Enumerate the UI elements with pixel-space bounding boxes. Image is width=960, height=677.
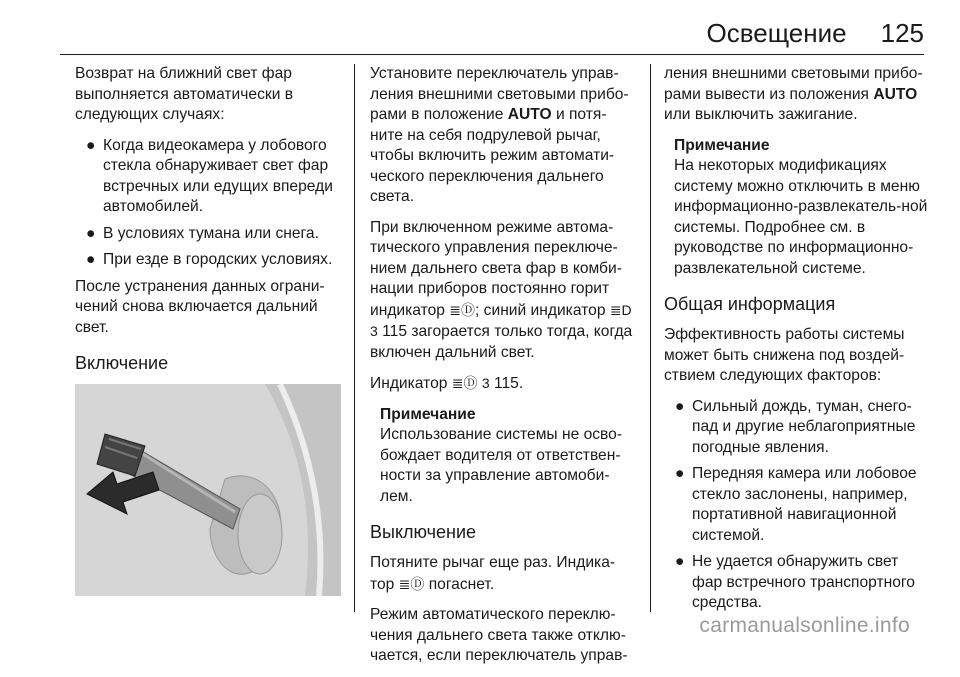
page-title: Освещение [706,18,847,48]
list-item: ● Не удается обнаружить свет фар встречного транспортного средства. [675,553,915,611]
high-beam-assist-icon: ≣Ⓓ [451,375,478,391]
paragraph: Режим автоматического переклю-чения дальнего света также отклю-чается, если переключатель управ- [370,606,628,664]
high-beam-assist-icon: ≣Ⓓ [449,301,476,318]
note [380,405,638,508]
list-item: ● Сильный дождь, туман, снего-пад и другие неблагоприятные погодные явления. [675,397,916,456]
list-item: ● Передняя камера или лобовое стекло заслонены, например, портативной навигационной системой. [675,465,917,544]
auto-label: AUTO [873,85,918,103]
bullet-icon: ● [675,465,685,482]
note [674,136,932,280]
list-item: ● При езде в городских условиях. [75,250,341,271]
header-rule [60,54,924,55]
paragraph: Установите переключатель управ-ления внешними световыми прибо-рами в положение AUTO и потя-ните на себя подрулевой рычаг, чтобы включить режим автомати-ческого переключения дальнего света. [370,65,629,205]
note-text: Использование системы не осво-бождает водителя от ответствен-ности за управление автомоби-лем. [380,426,623,505]
section-heading: Общая информация [664,294,836,314]
paragraph: Эффективность работы системы может быть снижена под воздей-ствием следующих факторов: [664,326,905,384]
note-title: Примечание [380,405,476,423]
auto-label: AUTO [507,106,552,123]
paragraph: ления внешними световыми прибо-рами вывести из положения AUTO или выключить зажигание. [664,65,923,123]
bullet-list [75,136,341,271]
watermark: carmanualsonline.info [699,614,910,637]
bullet-list [664,397,932,614]
column-2 [370,64,638,677]
bullet-icon: ● [675,553,685,570]
column-divider [354,64,355,612]
column-3 [664,64,932,620]
column-divider [650,64,651,612]
note-text: На некоторых модификациях систему можно отключить в меню информационно-развлекатель-ной системы. Подробнее см. в руководстве по информационно-развлекательной системе. [674,157,928,277]
bullet-icon: ● [86,251,96,268]
page-header [60,18,924,54]
page-reference-arrow-icon: 3 [370,323,378,339]
section-heading: Включение [75,353,169,373]
bullet-icon: ● [675,397,685,415]
section-heading: Выключение [370,522,477,542]
bullet-icon: ● [86,224,96,242]
paragraph: При включенном режиме автома-тического управления переключе-нием дальнего света фар в комби-нации приборов постоянно горит индикатор ≣Ⓓ; синий индикатор ≣D 3 115 загорается только тогда, когда включен дальний свет. [370,218,633,361]
steering-lever-illustration [75,384,341,596]
paragraph: Потяните рычаг еще раз. Индика-тор ≣Ⓓ погаснет. [370,554,616,593]
note-title: Примечание [674,136,770,154]
list-item: ● Когда видеокамера у лобового стекла обнаруживает свет фар встречных или едущих впереди автомобилей. [86,136,333,215]
paragraph: После устранения данных ограни-чений снова включается дальний свет. [75,277,325,336]
high-beam-assist-icon: ≣Ⓓ [398,575,425,592]
column-1 [75,64,341,596]
high-beam-icon: ≣D [609,301,632,318]
paragraph: Индикатор ≣Ⓓ 3 115. [370,375,524,392]
paragraph: Возврат на ближний свет фар выполняется автоматически в следующих случаях: [75,65,294,123]
page-reference-arrow-icon: 3 [481,375,490,391]
page-number: 125 [880,18,924,48]
bullet-icon: ● [86,136,96,154]
list-item: ● В условиях тумана или снега. [75,224,341,245]
